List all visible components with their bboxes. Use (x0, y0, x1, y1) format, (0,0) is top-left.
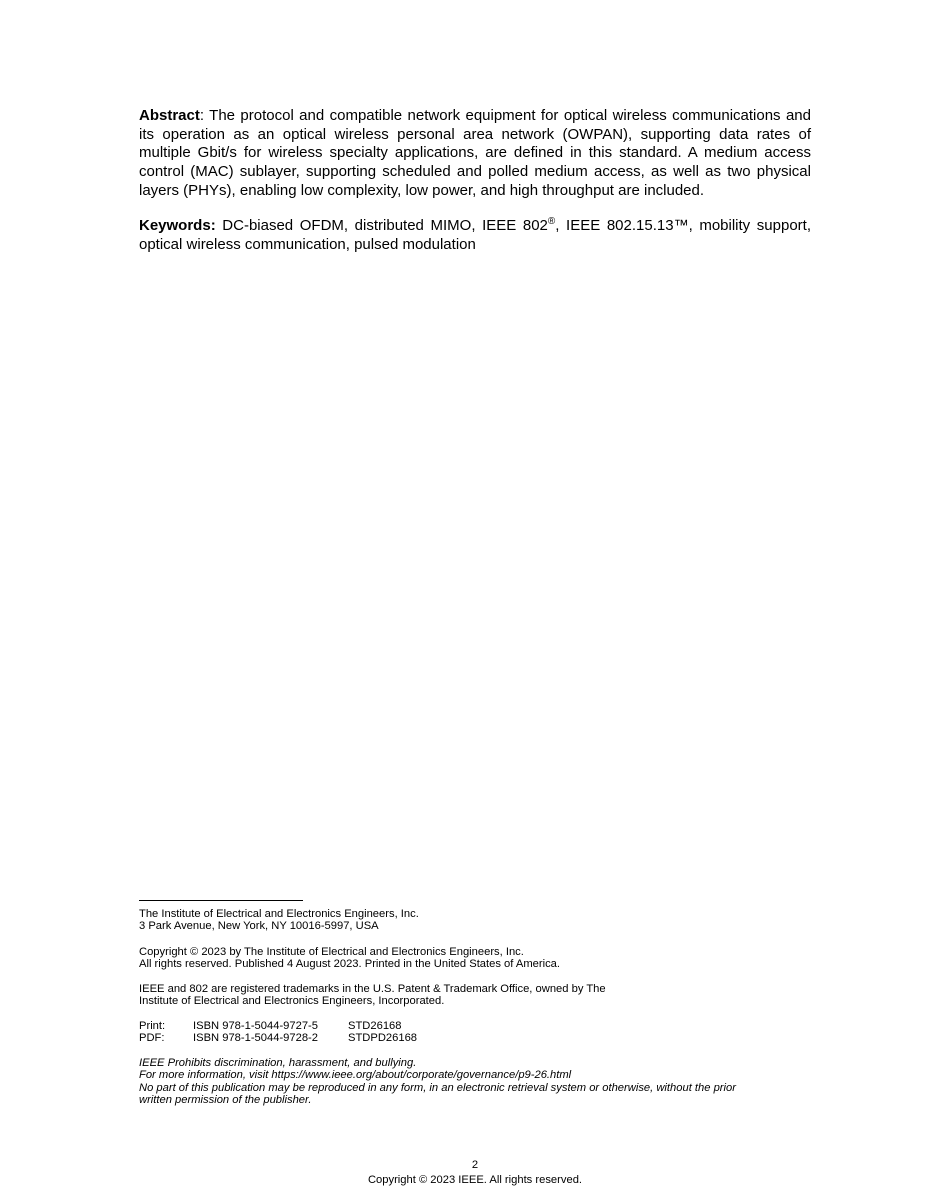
isbn-code: STDPD26168 (348, 1032, 418, 1045)
keywords-paragraph (139, 216, 811, 254)
reproduction-notice-line2: written permission of the publisher. (139, 1094, 312, 1107)
page-number: 2 (471, 1159, 479, 1171)
abstract-paragraph (139, 107, 811, 201)
notices-block (139, 1057, 736, 1107)
publisher-address: 3 Park Avenue, New York, NY 10016-5997, USA (139, 920, 379, 933)
trademark-line1: IEEE and 802 are registered trademarks in the U.S. Patent & Trademark Office, owned by The (139, 983, 606, 995)
isbn-number: ISBN 978-1-5044-9728-2 (193, 1032, 319, 1045)
abstract-label: Abstract (139, 107, 200, 124)
isbn-number: ISBN 978-1-5044-9727-5 (193, 1020, 319, 1032)
isbn-code: STD26168 (348, 1020, 402, 1032)
keywords-text-part2: , IEEE 802.15.13™, mobility support, optical wireless communication, pulsed modulation (139, 217, 811, 253)
copyright-block (139, 946, 560, 971)
publisher-block (139, 908, 419, 933)
isbn-row-pdf (139, 1032, 417, 1044)
keywords-label: Keywords: (139, 217, 216, 234)
footer-copyright: Copyright © 2023 IEEE. All rights reserved. (367, 1174, 583, 1186)
footnote-divider (139, 900, 303, 901)
discrimination-notice: IEEE Prohibits discrimination, harassment, and bullying. (139, 1057, 417, 1069)
publisher-name: The Institute of Electrical and Electronics Engineers, Inc. (139, 908, 419, 920)
rights-line: All rights reserved. Published 4 August 2023. Printed in the United States of America. (139, 958, 561, 971)
isbn-format: Print: (139, 1020, 166, 1032)
info-notice: For more information, visit https://www.ieee.org/about/corporate/governance/p9-26.html (139, 1069, 572, 1082)
trademark-line2: Institute of Electrical and Electronics Engineers, Incorporated. (139, 995, 445, 1008)
isbn-row-print (139, 1020, 417, 1032)
abstract-text: : The protocol and compatible network equipment for optical wireless communications and its operation as an optical wireless personal area network (OWPAN), supporting data rates of multiple Gbit/s for wireless specialty applications, are defined in this standard. A medium access control (MAC) sublayer, supporting scheduled and polled medium access, as well as two physical layers (PHYs), enabling low complexity, low power, and high throughput are included. (139, 107, 811, 199)
reproduction-notice-line1: No part of this publication may be reproduced in any form, in an electronic retrieval system or otherwise, without the prior (139, 1081, 736, 1094)
copyright-line: Copyright © 2023 by The Institute of Electrical and Electronics Engineers, Inc. (139, 946, 524, 958)
registered-mark: ® (547, 216, 556, 227)
isbn-block (139, 1020, 417, 1045)
keywords-text-part1: DC-biased OFDM, distributed MIMO, IEEE 802 (215, 217, 548, 234)
trademark-block (139, 983, 606, 1008)
isbn-format: PDF: (139, 1032, 165, 1045)
